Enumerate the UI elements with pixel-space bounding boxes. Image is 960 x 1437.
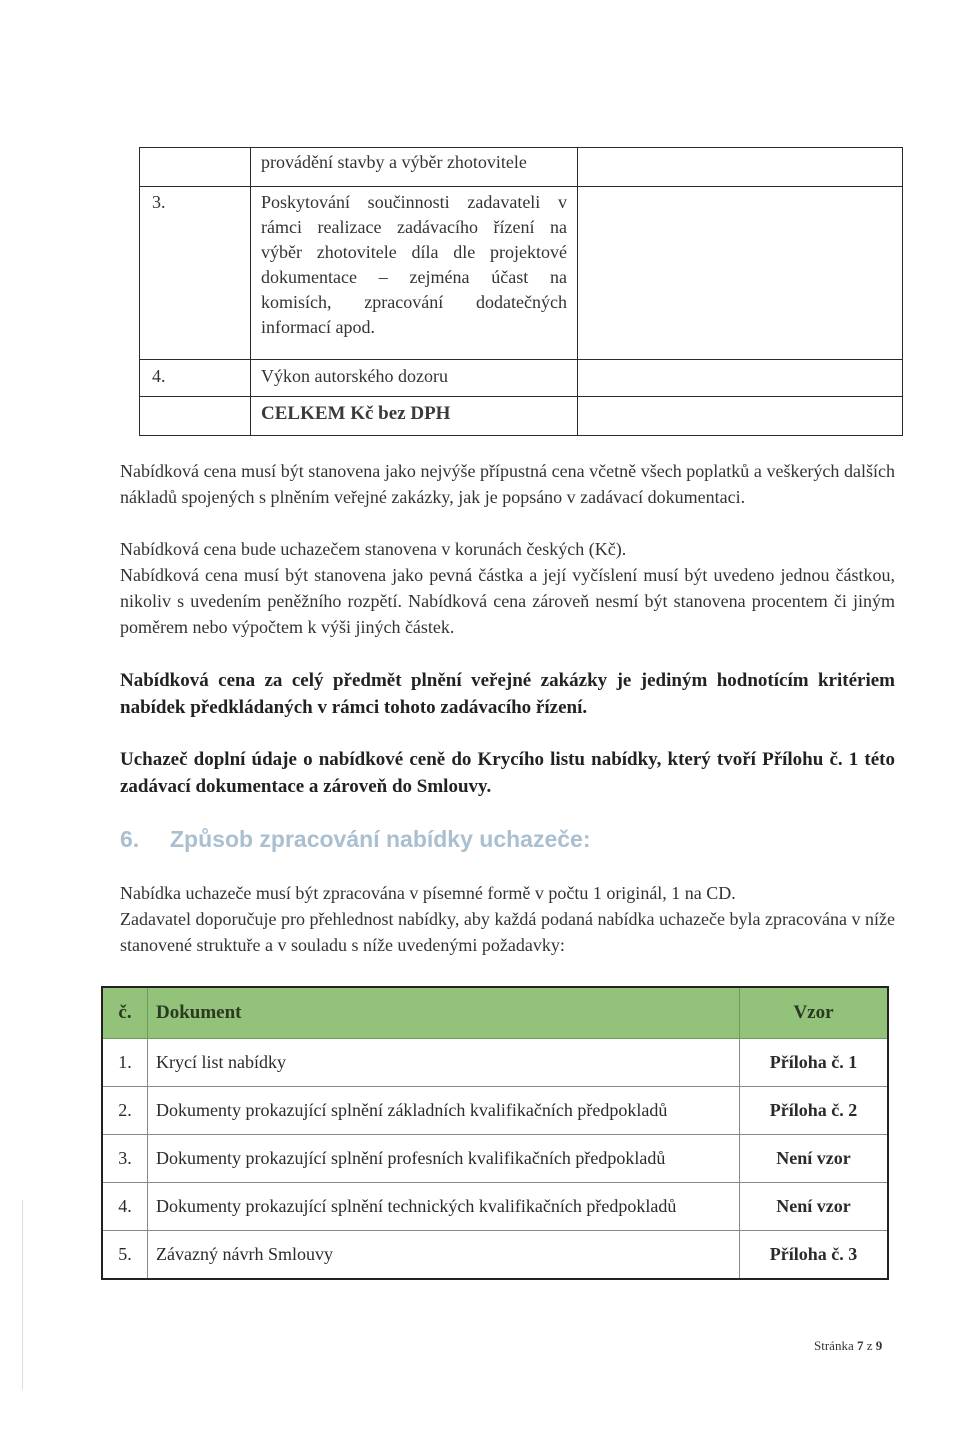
paragraph-fixed-amount: Nabídková cena musí být stanovena jako pevná částka a její vyčíslení musí být uvedeno jednou částkou, nikoliv s uvedením peněžního rozpětí. Nabídková cena zároveň nesmí být stanovena procentem či jiným poměrem nebo výpočtem k výši jiných částek. — [120, 565, 895, 637]
doc-number: 2. — [102, 1087, 148, 1135]
paragraph-currency: Nabídková cena bude uchazečem stanovena v korunách českých (Kč). — [120, 539, 627, 559]
doc-number: 3. — [102, 1135, 148, 1183]
row-description: provádění stavby a výběr zhotovitele — [251, 148, 578, 187]
header-document: Dokument — [148, 987, 740, 1039]
doc-number: 1. — [102, 1039, 148, 1087]
section-title: Způsob zpracování nabídky uchazeče: — [170, 826, 591, 852]
price-table-row — [140, 148, 903, 187]
total-empty-cell — [140, 397, 251, 436]
table-row — [102, 1231, 888, 1280]
section-number: 6. — [120, 826, 140, 852]
table-row — [102, 1135, 888, 1183]
price-table — [139, 147, 903, 436]
page-prefix: Stránka — [814, 1338, 854, 1353]
doc-number: 5. — [102, 1231, 148, 1280]
paragraph-price-definition: Nabídková cena musí být stanovena jako nejvýše přípustná cena včetně všech poplatků a veškerých dalších nákladů spojených s plněním veřejné zakázky, jak je popsáno v zadávací dokumentaci. — [120, 461, 895, 507]
scan-margin-line — [22, 1200, 23, 1390]
row-number — [140, 148, 251, 187]
current-page: 7 — [856, 1338, 864, 1353]
total-label: CELKEM Kč bez DPH — [251, 397, 578, 436]
page-of: z — [866, 1338, 873, 1353]
header-number: č. — [102, 987, 148, 1039]
doc-name: Dokumenty prokazující splnění základních kvalifikačních předpokladů — [148, 1087, 740, 1135]
doc-template: Není vzor — [740, 1183, 889, 1231]
doc-template: Není vzor — [740, 1135, 889, 1183]
section-heading — [120, 826, 591, 853]
documents-table-header — [102, 987, 888, 1039]
row-description: Poskytování součinnosti zadavateli v rámci realizace zadávacího řízení na výběr zhotovitele díla dle projektové dokumentace – zejména účast na komisích, zpracování dodatečných informací apod. — [251, 187, 578, 360]
row-number: 3. — [140, 187, 251, 360]
paragraph-structure-recommendation: Zadavatel doporučuje pro přehlednost nabídky, aby každá podaná nabídka uchazeče byla zpracována v níže stanovené struktuře a v souladu s níže uvedenými požadavky: — [120, 909, 895, 955]
doc-name: Závazný návrh Smlouvy — [148, 1231, 740, 1280]
page-number — [814, 1338, 882, 1354]
doc-name: Dokumenty prokazující splnění technických kvalifikačních předpokladů — [148, 1183, 740, 1231]
price-table-row — [140, 360, 903, 397]
price-table-row — [140, 187, 903, 360]
documents-table — [101, 986, 889, 1280]
price-table-total-row — [140, 397, 903, 436]
row-number: 4. — [140, 360, 251, 397]
paragraph-cover-sheet: Uchazeč doplní údaje o nabídkové ceně do Krycího listu nabídky, který tvoří Přílohu č. 1 této zadávací dokumentace a zároveň do Smlouvy. — [120, 749, 895, 797]
doc-number: 4. — [102, 1183, 148, 1231]
doc-template: Příloha č. 3 — [740, 1231, 889, 1280]
total-pages: 9 — [875, 1338, 883, 1353]
doc-template: Příloha č. 1 — [740, 1039, 889, 1087]
total-value — [578, 397, 903, 436]
table-row — [102, 1087, 888, 1135]
paragraph-offer-form: Nabídka uchazeče musí být zpracována v písemné formě v počtu 1 originál, 1 na CD. — [120, 883, 736, 903]
row-value — [578, 187, 903, 360]
header-template: Vzor — [740, 987, 889, 1039]
row-value — [578, 360, 903, 397]
table-row — [102, 1039, 888, 1087]
doc-name: Krycí list nabídky — [148, 1039, 740, 1087]
paragraph-evaluation-criterion: Nabídková cena za celý předmět plnění veřejné zakázky je jediným hodnotícím kritériem nabídek předkládaných v rámci tohoto zadávacího řízení. — [120, 670, 895, 718]
row-value — [578, 148, 903, 187]
doc-name: Dokumenty prokazující splnění profesních kvalifikačních předpokladů — [148, 1135, 740, 1183]
table-row — [102, 1183, 888, 1231]
doc-template: Příloha č. 2 — [740, 1087, 889, 1135]
row-description: Výkon autorského dozoru — [251, 360, 578, 397]
